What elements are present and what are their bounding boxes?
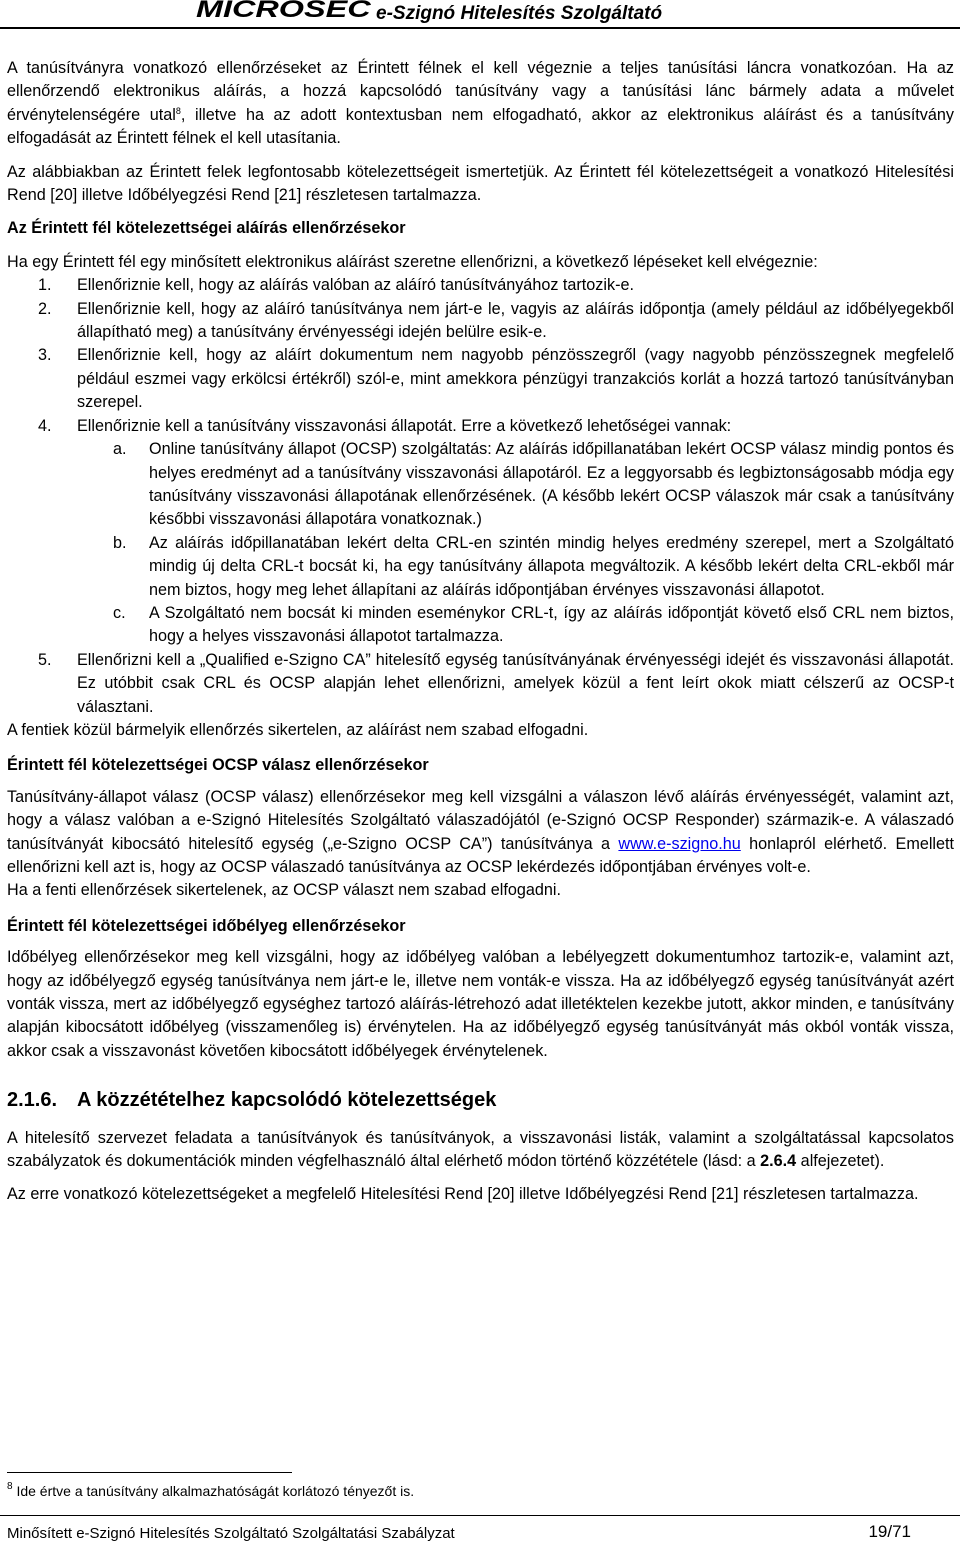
list-item: c. A Szolgáltató nem bocsát ki minden eseménykor CRL-t, így az aláírás időpontját követő első CRL nem biztos, hogy a helyes visszavonási állapotot tartalmazza.: [113, 603, 954, 646]
brand-logo: MICROSEC: [196, 0, 371, 23]
list-item: 5. Ellenőrizni kell a „Qualified e-Szigno CA” hitelesítő egység tanúsítványának érvényességi idejét és visszavonási állapotát. Ez utóbbit csak CRL és OCSP alapján lehet ellenőrizni, amelyek közül a fent leírt okok miatt célszerű az OCSP-t választani.: [38, 650, 954, 716]
list-item: 3. Ellenőriznie kell, hogy az aláírt dokumentum nem nagyobb pénzösszegről (vagy nagyobb pénzösszegnek megfelelő például eszmei vagy erkölcsi értékről) szól-e, mint amekkora pénzügyi tranzakciós korlát a hozzá tartozó tanúsítványban szerepel.: [38, 346, 954, 412]
page-number: 19/71: [868, 1522, 911, 1541]
heading-ocsp-check: Érintett fél kötelezettségei OCSP válasz ellenőrzésekor: [7, 756, 429, 775]
list-item: 4. Ellenőriznie kell a tanúsítvány visszavonási állapotát. Erre a következő lehetőségei vannak: a. Online tanúsítvány állapot (OCSP) szolgáltatás: Az aláírás időpillanatában lekért OCSP válasz mindig pontos és helyes eredményt ad a tanúsítvány visszavonási állapotáról. Ez a leggyorsabb és legbiztonságosabb módja egy tanúsítvány visszavonási állapotának ellenőrzésének. (A később lekért OCSP válaszok már csak a tanúsítvány későbbi visszavonási állapotára vonatkoznak.) b. Az aláírás időpillanatában lekért delta CRL-en szintén mindig helyes eredmény szerepel, mert a Szolgáltató mindig új delta CRL-t bocsát ki, ha egy tanúsítvány állapota megváltozik. A később lekért delta CRL-ekből már nem biztos, hogy meg lehet állapítani az aláírás időpontjában érvényes visszavonási állapotot. c. A Szolgáltató nem bocsát ki minden eseménykor CRL-t, így az aláírás időpontját követő első CRL nem biztos, hogy a helyes visszavonási állapotot tartalmazza.: [7, 415, 954, 649]
service-name: e-Szignó Hitelesítés Szolgáltató: [376, 3, 663, 24]
page-header: [0, 0, 960, 34]
footer-rule: [0, 1515, 960, 1516]
header-rule: [0, 27, 960, 29]
list-item: b. Az aláírás időpillanatában lekért delta CRL-en szintén mindig helyes eredmény szerepel, mert a Szolgáltató mindig új delta CRL-t bocsát ki, ha egy tanúsítvány állapota megváltozik. A később lekért delta CRL-ekből már nem biztos, hogy meg lehet állapítani az aláírás időpontjában érvényes visszavonási állapotot.: [113, 533, 954, 599]
signature-check-steps: [7, 274, 954, 719]
footnote-mark: 8: [7, 1481, 13, 1492]
heading-signature-check: Az Érintett fél kötelezettségei aláírás ellenőrzésekor: [7, 219, 406, 238]
ocsp-paragraph-2: Ha a fenti ellenőrzések sikertelenek, az OCSP választ nem szabad elfogadni.: [7, 881, 561, 900]
section-title-text: A közzétételhez kapcsolódó kötelezettségek: [77, 1089, 497, 1112]
footer-title: Minősített e-Szignó Hitelesítés Szolgáltató Szolgáltatási Szabályzat: [7, 1525, 455, 1542]
signature-check-closing: A fentiek közül bármelyik ellenőrzés sikertelen, az aláírást nem szabad elfogadni.: [7, 720, 589, 739]
intro-paragraph-2: Az alábbiakban az Érintett felek legfontosabb kötelezettségeit ismertetjük. Az Érintett fél kötelezettségeit a vonatkozó Hitelesítési Rend [20] illetve Időbélyegzési Rend [21] részletesen tartalmazza.: [7, 162, 954, 205]
footnote-ref: 8: [175, 105, 181, 116]
ocsp-paragraph-1: Tanúsítvány-állapot válasz (OCSP válasz) ellenőrzésekor meg kell vizsgálni a válaszon lévő aláírás érvényességét, valamint azt, hogy a válasz valóban a e-Szignó Hitelesítés Szolgáltató válaszadójától (e-Szignó OCSP Responder) származik-e. A válaszadó tanúsítványát kibocsátó hitelesítő egység („e-Szigno OCSP CA”) tanúsítványa a www.e-szigno.hu honlapról elérhető. Emellett ellenőrizni kell azt is, hogy az OCSP válaszadó tanúsítványa az OCSP lekérdezés időpontjában érvényes volt-e.: [7, 787, 955, 876]
section-paragraph-2: Az erre vonatkozó kötelezettségeket a megfelelő Hitelesítési Rend [20] illetve Időbélyegzési Rend [21] részletesen tartalmazza.: [7, 1185, 919, 1204]
section-reference: 2.6.4: [760, 1152, 797, 1171]
section-title: [7, 1089, 954, 1112]
heading-timestamp-check: Érintett fél kötelezettségei időbélyeg ellenőrzésekor: [7, 916, 406, 935]
signature-check-lead: Ha egy Érintett fél egy minősített elektronikus aláírást szeretne ellenőrizni, a következő lépéseket kell elvégeznie:: [7, 252, 818, 271]
list-item: 2. Ellenőriznie kell, hogy az aláíró tanúsítványa nem járt-e le, vagyis az aláírás időpontja (amely például az időbélyegekből állapítható meg) a tanúsítvány érvényességi idején belülre esik-e.: [38, 299, 954, 342]
list-item: 1. Ellenőriznie kell, hogy az aláírás valóban az aláíró tanúsítványához tartozik-e.: [38, 276, 634, 295]
section-paragraph-1: A hitelesítő szervezet feladata a tanúsítványok és tanúsítványok, a visszavonási listák, valamint a szolgáltatással kapcsolatos szabályzatok és dokumentációk minden végfelhasználó által elérhető módon történő közzététele (lásd: a 2.6.4 alfejezetet).: [7, 1128, 954, 1171]
intro-paragraph-1: A tanúsítványra vonatkozó ellenőrzéseket az Érintett félnek el kell végeznie a teljes tanúsítási láncra vonatkozóan. Ha az ellenőrzendő elektronikus aláírás, a hozzá kapcsolódó tanúsítvány vagy a tanúsítási lánc bármely adata a művelet érvénytelenségére utal$^8$, illetve ha az adott kontextusban nem elfogadható, akkor az elektronikus aláírást és a tanúsítvány elfogadását az Érintett félnek el kell utasítania.: [7, 59, 955, 148]
e-szigno-link[interactable]: www.e-szigno.hu: [618, 834, 741, 853]
document-body: [7, 57, 954, 1207]
section-number: 2.1.6.: [7, 1089, 58, 1112]
timestamp-paragraph: Időbélyeg ellenőrzésekor meg kell vizsgálni, hogy az időbélyeg valóban a lebélyegzett dokumentumhoz tartozik-e, valamint azt, hogy az időbélyegző egység tanúsítványa nem járt-e le, illetve nem vonták-e vissza. Ha az időbélyegző egység tanúsítványát azért vonták vissza, mert az időbélyegző egységhez tartozó aláírás-létrehozó adat illetéktelen kezekbe jutott, akkor minden, e tanúsítvány alapján kibocsátott időbélyeg (visszamenőleg is) érvénytelen. Ha az időbélyegző egység tanúsítványát más okból vonták vissza, akkor csak a visszavonást követően kibocsátott időbélyegek érvénytelenek.: [7, 948, 954, 1060]
list-item: a. Online tanúsítvány állapot (OCSP) szolgáltatás: Az aláírás időpillanatában lekért OCSP válasz mindig pontos és helyes eredményt ad a tanúsítvány visszavonási állapotáról. Ez a leggyorsabb és legbiztonságosabb módja egy tanúsítvány visszavonási állapotának ellenőrzésének. (A később lekért OCSP válaszok már csak a tanúsítvány későbbi visszavonási állapotára vonatkoznak.): [113, 440, 954, 529]
footnote-rule: [7, 1472, 292, 1473]
revocation-options: [77, 438, 954, 649]
footnote: $^8$ Ide értve a tanúsítvány alkalmazhatóságát korlátozó tényezőt is.: [7, 1481, 415, 1499]
